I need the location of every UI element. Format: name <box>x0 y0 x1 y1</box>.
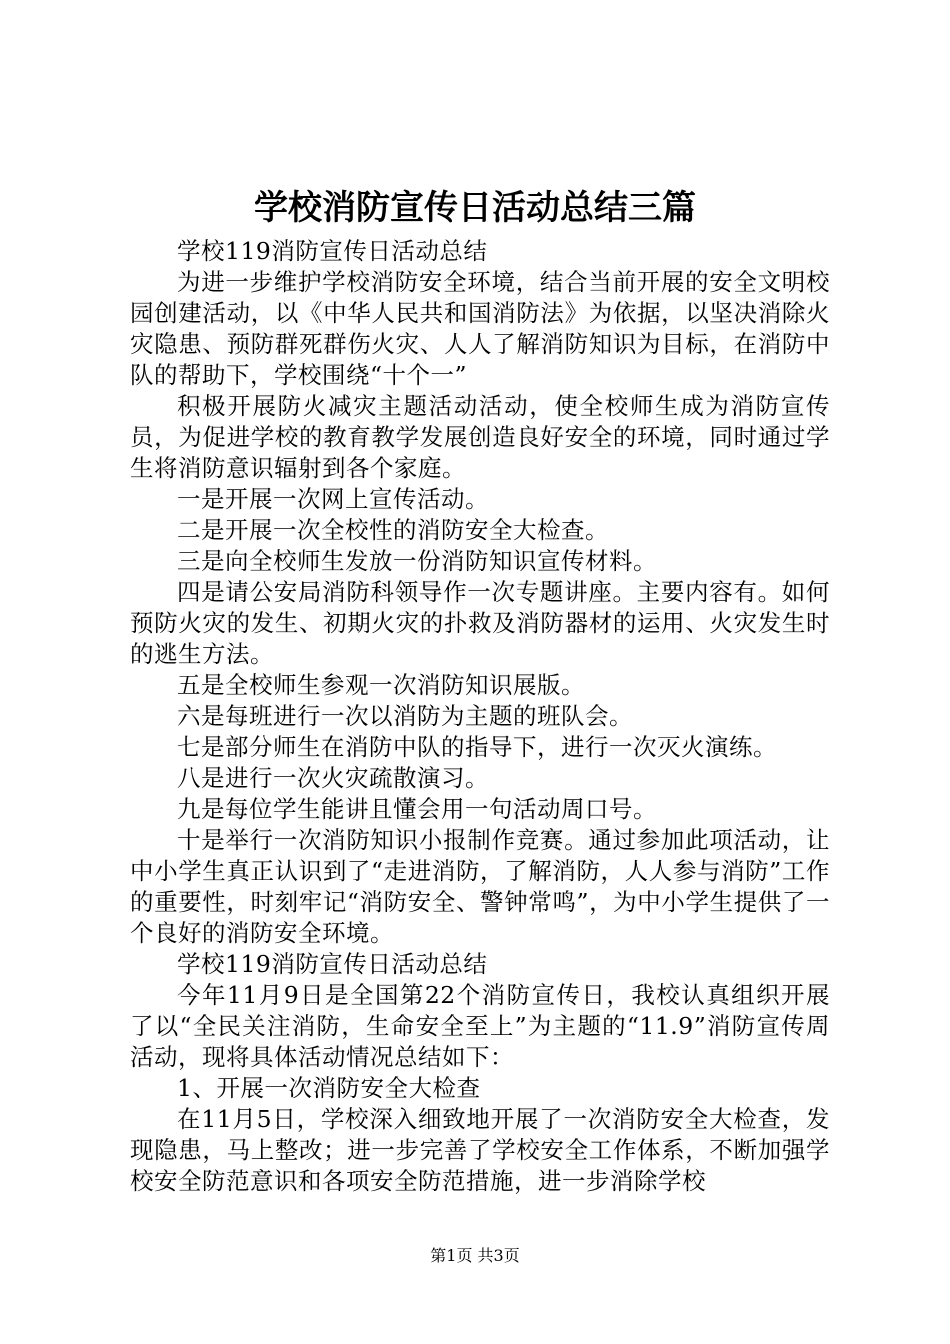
paragraph: 今年11月9日是全国第22个消防宣传日，我校认真组织开展了以“全民关注消防，生命安全至上”为主题的“11.9”消防宣传周活动，现将具体活动情况总结如下： <box>130 981 830 1071</box>
paragraph: 十是举行一次消防知识小报制作竞赛。通过参加此项活动，让中小学生真正认识到了“走进消防，了解消防，人人参与消防”工作的重要性，时刻牢记“消防安全、警钟常鸣”，为中小学生提供了一个良好的消防安全环境。 <box>130 826 830 947</box>
paragraph: 四是请公安局消防科领导作一次专题讲座。主要内容有。如何预防火灾的发生、初期火灾的扑救及消防器材的运用、火灾发生时的逃生方法。 <box>130 578 830 668</box>
paragraph: 积极开展防火减灾主题活动活动，使全校师生成为消防宣传员，为促进学校的教育教学发展创造良好安全的环境，同时通过学生将消防意识辐射到各个家庭。 <box>130 392 830 482</box>
page-footer: 第1页 共3页 <box>430 1246 520 1265</box>
paragraph: 为进一步维护学校消防安全环境，结合当前开展的安全文明校园创建活动，以《中华人民共和国消防法》为依据，以坚决消除火灾隐患、预防群死群伤火灾、人人了解消防知识为目标，在消防中队的帮助下，学校围绕“十个一” <box>130 268 830 389</box>
paragraph: 二是开展一次全校性的消防安全大检查。 <box>177 516 609 544</box>
paragraph: 三是向全校师生发放一份消防知识宣传材料。 <box>177 547 657 575</box>
paragraph: 七是部分师生在消防中队的指导下，进行一次灭火演练。 <box>177 733 777 761</box>
paragraph: 九是每位学生能讲且懂会用一句活动周口号。 <box>177 795 657 823</box>
paragraph: 学校119消防宣传日活动总结 <box>177 950 488 978</box>
paragraph: 在11月5日，学校深入细致地开展了一次消防安全大检查，发现隐患，马上整改；进一步完善了学校安全工作体系，不断加强学校安全防范意识和各项安全防范措施，进一步消除学校 <box>130 1105 830 1195</box>
paragraph: 八是进行一次火灾疏散演习。 <box>177 764 489 792</box>
paragraph: 一是开展一次网上宣传活动。 <box>177 485 489 513</box>
paragraph: 1、开展一次消防安全大检查 <box>177 1074 481 1102</box>
paragraph: 五是全校师生参观一次消防知识展版。 <box>177 671 585 699</box>
paragraph: 六是每班进行一次以消防为主题的班队会。 <box>177 702 633 730</box>
document-body <box>130 236 830 1197</box>
document-title: 学校消防宣传日活动总结三篇 <box>254 188 696 228</box>
paragraph: 学校119消防宣传日活动总结 <box>177 237 488 265</box>
